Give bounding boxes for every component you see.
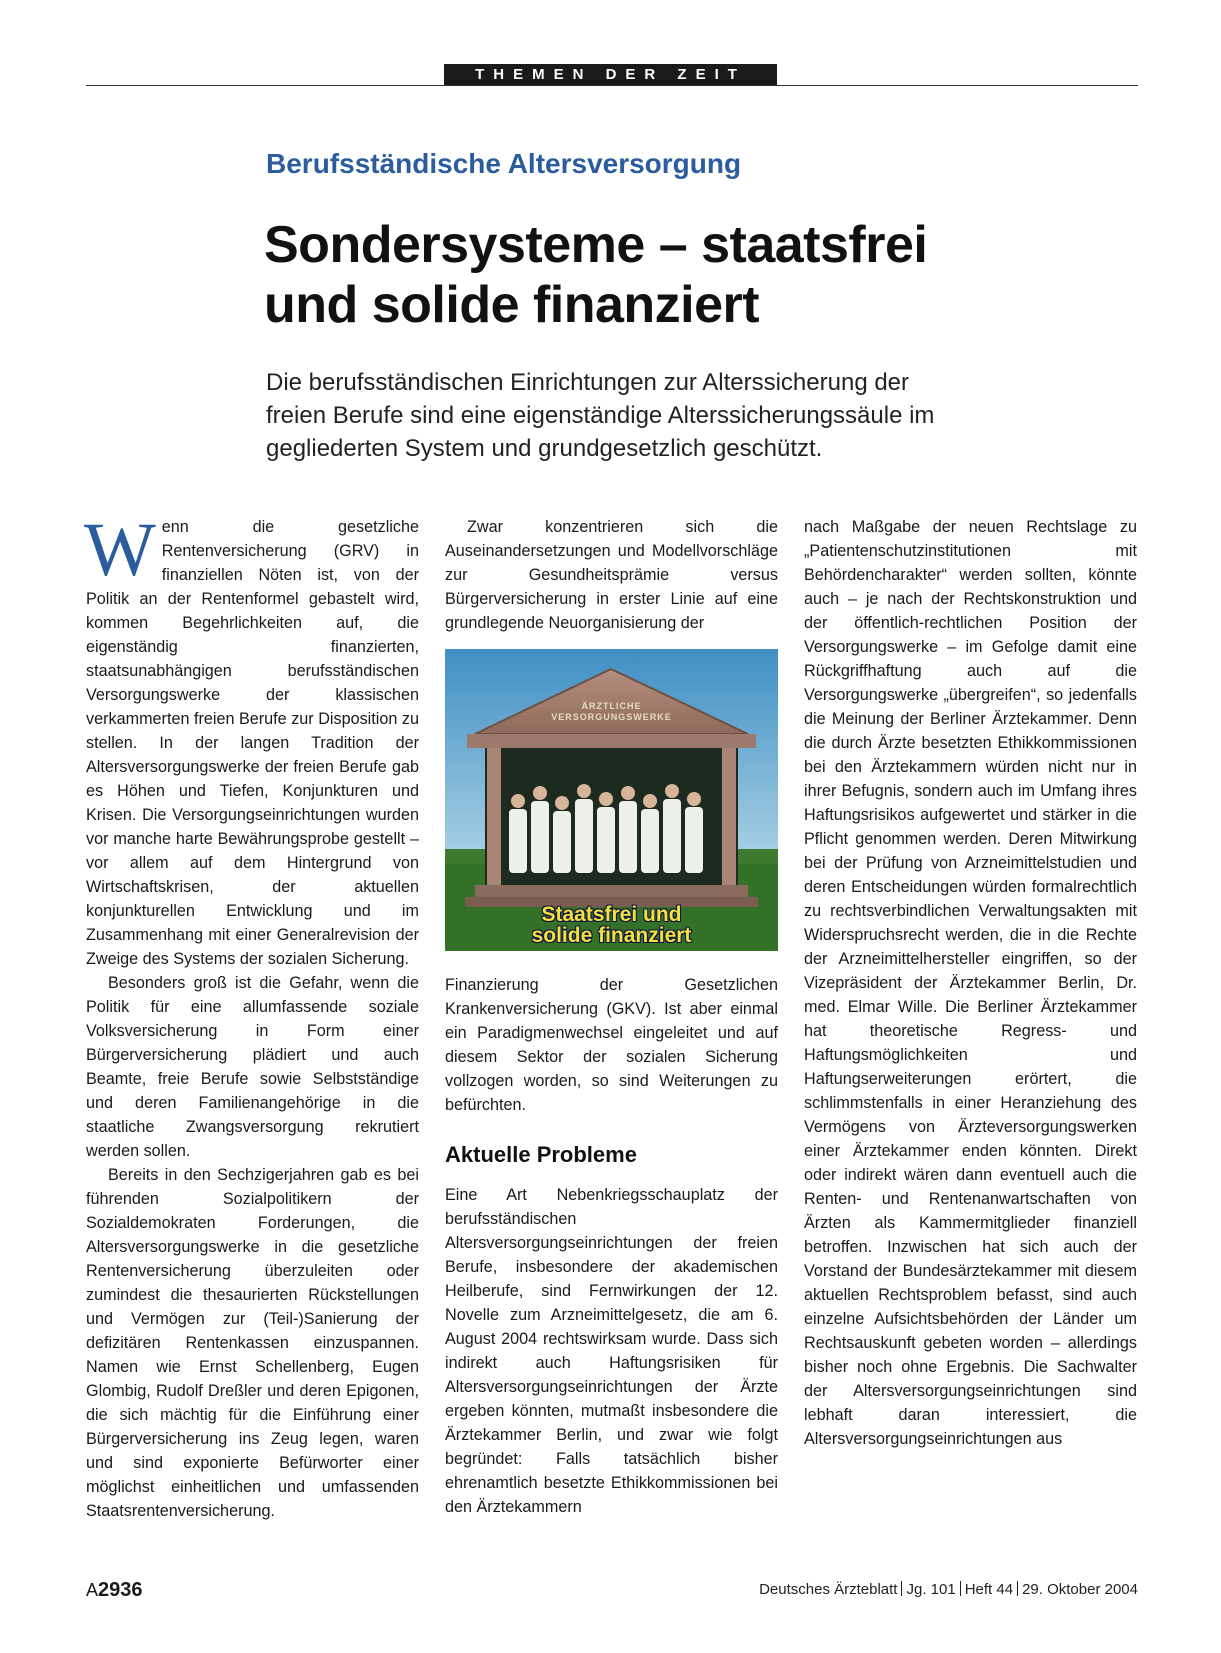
paragraph: Bereits in den Sechzigerjahren gab es bei führenden Sozialpolitikern der Sozialdemokraten Forderungen, die Altersversorgungswerke in die gesetzliche Rentenversicherung überzuleiten oder zumindest die thesaurierten Rückstellungen und Vermögen zur (Teil-)Sanierung der defizitären Rentenkassen einzuspannen. Namen wie Ernst Schellenberg, Eugen Glombig, Rudolf Dreßler und deren Epigonen, die sich mächtig für die Einführung einer Bürgerversicherung ins Zeug legen, waren und sind exponierte Befürworter einer möglichst einheitlichen und umfassenden Staatsrentenversicherung. — [86, 1166, 419, 1520]
page-prefix: A — [86, 1580, 99, 1600]
image-caption-line: Staatsfrei und — [541, 903, 682, 926]
page-number — [86, 1579, 143, 1602]
article-lead: Die berufsständischen Einrichtungen zur Alterssicherung der freien Berufe sind eine eigenständige Alterssicherungssäule im gegliederten System und grundgesetzlich geschützt. — [266, 369, 935, 462]
section-label: THEMEN DER ZEIT — [444, 64, 777, 86]
temple-sign — [445, 701, 778, 723]
journal-citation — [759, 1581, 1138, 1598]
paragraph: Finanzierung der Gesetzlichen Krankenversicherung (GKV). Ist aber einmal ein Paradigmenwechsel eingeleitet und auf diesem Sektor der sozialen Sicherung vollzogen worden, so sind Weiterungen zu befürchten. — [445, 976, 778, 1114]
article-title: Sondersysteme – staatsfrei und solide finanziert — [264, 216, 928, 334]
paragraph-text: enn die gesetzliche Rentenversicherung (GRV) in finanziellen Nöten ist, von der Politik an der Rentenformel gebastelt wird, kommen Begehrlichkeiten auf, die eigenständig finanzierten, staatsunabhängigen berufsständischen Versorgungswerke der klassischen verkammerten freien Berufe zur Disposition zu stellen. In der langen Tradition der Altersversorgungswerke der freien Berufe gab es Höhen und Tiefen, Konjunkturen und Krisen. Die Versorgungseinrichtungen wurden vor manche harte Bewährungsprobe gestellt – vor allem auf dem Hintergrund von Wirtschaftskrisen, der aktuellen konjunkturellen Entwicklung und im Zusammenhang mit einer Generalrevision der Zweige des Systems der sozialen Sicherung. — [86, 518, 419, 968]
header-rule — [86, 85, 1138, 86]
section-subheading: Aktuelle Probleme — [445, 1142, 637, 1167]
text-column-2 — [445, 515, 778, 1519]
page-footer — [86, 1579, 1138, 1603]
image-caption-line: solide finanziert — [531, 924, 692, 947]
text-column-1 — [84, 508, 419, 1523]
paragraph: Eine Art Nebenkriegsschauplatz der berufsständischen Altersversorgungseinrichtungen der freien Berufe, insbesondere der akademischen Heilberufe, sind Fernwirkungen der 12. Novelle zum Arzneimittelgesetz, die am 6. August 2004 rechtswirksam wurde. Dass sich indirekt auch Haftungsrisiken für Altersversorgungseinrichtungen der Ärzte ergeben könnten, mutmaßt insbesondere die Ärztekammer Berlin, und zwar wie folgt begründet: Falls tatsächlich bisher ehrenamtlich besetzte Ethikkommissionen bei den Ärztekammern — [445, 1186, 778, 1516]
text-column-3 — [804, 515, 1137, 1451]
temple-sign-line: VERSORGUNGSWERKE — [551, 712, 672, 722]
paragraph: Zwar konzentrieren sich die Auseinandersetzungen und Modellvorschläge zur Gesundheitsprämie versus Bürgerversicherung in erster Linie auf eine grundlegende Neuorganisierung der — [445, 518, 778, 632]
article-kicker: Berufsständische Altersversorgung — [266, 148, 742, 179]
journal-date: 29. Oktober 2004 — [1022, 1581, 1138, 1598]
article-image — [445, 649, 778, 951]
paragraph — [84, 508, 419, 971]
divider — [960, 1581, 961, 1596]
drop-cap: W — [84, 508, 156, 592]
page-number-value: 2936 — [98, 1579, 143, 1601]
temple-sign-line: ÄRZTLICHE — [581, 701, 642, 711]
divider — [901, 1581, 902, 1596]
paragraph: Besonders groß ist die Gefahr, wenn die Politik für eine allumfassende soziale Volksversicherung in Form einer Bürgerversicherung plädiert und auch Beamte, freie Berufe sowie Selbstständige und deren Familienangehörige in die staatliche Zwangsversorgung rekrutiert werden sollen. — [86, 974, 419, 1160]
journal-volume: Jg. 101 — [906, 1581, 956, 1598]
paragraph: nach Maßgabe der neuen Rechtslage zu „Patientenschutzinstitutionen mit Behördencharakter“ werden sollten, könnte auch – je nach der Rechtskonstruktion und der öffentlich-rechtlichen Position der Versorgungswerke – im Gefolge damit eine Rückgriffhaftung auch auf die Versorgungswerke „übergreifen“, so jedenfalls die Meinung der Berliner Ärztekammer. Denn die durch Ärzte besetzten Ethikkommissionen bei den Ärztekammern würden nicht nur in ihrer Befugnis, sondern auch im Umfang ihres Haftungsrisikos aufgewertet und stärker in die Pflicht genommen werden. Deren Mitwirkung bei der Prüfung von Arzneimittelstudien und deren Entscheidungen würden formalrechtlich zu rechtsverbindlichen Verwaltungsakten mit Widerspruchsrecht werden, die in die Rechte der Arzneimittelhersteller eingriffen, so der Vizepräsident der Ärztekammer Berlin, Dr. med. Elmar Wille. Die Berliner Ärztekammer hat theoretische Regress- und Haftungsmöglichkeiten und Haftungserweiterungen erörtert, die schlimmstenfalls in einer Heranziehung des Vermögens von Ärzteversorgungswerken einer Ärztekammer enden könnten. Direkt oder indirekt wären dann eventuell auch die Renten- und Rentenanwartschaften von Ärzten als Kammermitglieder finanziell betroffen. Inzwischen hat sich auch der Vorstand der Bundesärztekammer mit diesem aktuellen Rechtsproblem befasst, sind auch einzelne Aufsichtsbehörden der Länder um Rechtsauskunft gebeten worden – allerdings bisher noch ohne Ergebnis. Die Sachwalter der Altersversorgungseinrichtungen sind lebhaft daran interessiert, die Altersversorgungseinrichtungen aus — [804, 518, 1137, 1448]
journal-name: Deutsches Ärzteblatt — [759, 1581, 898, 1598]
divider — [1017, 1581, 1018, 1596]
journal-issue: Heft 44 — [964, 1581, 1014, 1598]
